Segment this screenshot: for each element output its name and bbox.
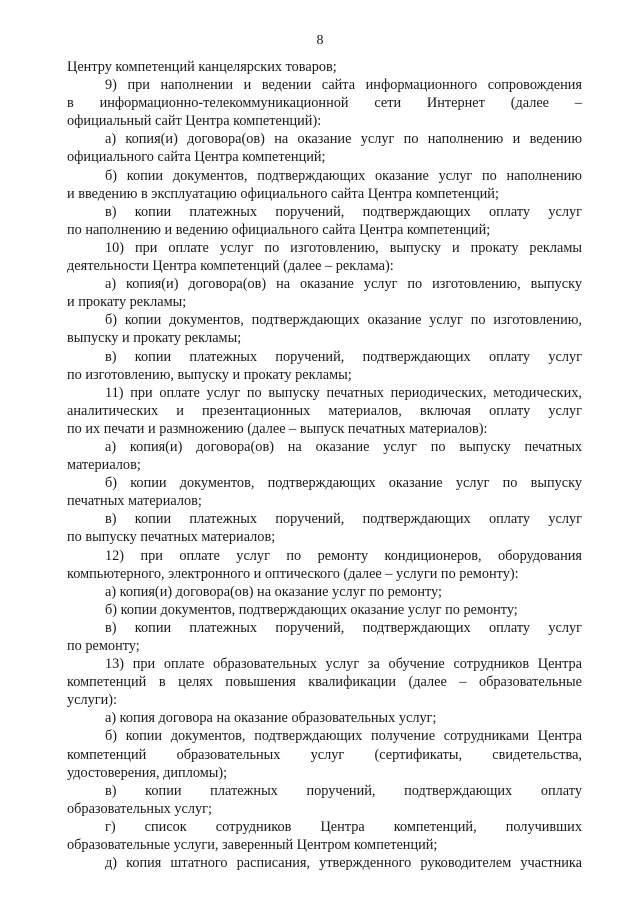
text-line: 13) при оплате образовательных услуг за обучение сотрудников Центра: [105, 656, 582, 673]
text-line: компетенций образовательных услуг (сертификаты, свидетельства,: [67, 746, 582, 763]
text-line: б) копии документов, подтверждающих оказание услуг по выпуску: [105, 475, 582, 492]
text-line: услуги):: [67, 692, 118, 709]
text-line: официального сайта Центра компетенций;: [67, 149, 326, 166]
text-line: и прокату рекламы;: [67, 294, 187, 311]
text-line: в) копии платежных поручений, подтверждающих оплату услуг: [105, 511, 582, 528]
text-line: 10) при оплате услуг по изготовлению, выпуску и прокату рекламы: [105, 239, 582, 256]
text-line: аналитических и презентационных материалов, включая оплату услуг: [67, 402, 582, 419]
text-line: в) копии платежных поручений, подтверждающих оплату услуг: [105, 348, 582, 365]
text-line: по наполнению и ведению официального сайта Центра компетенций;: [67, 221, 491, 238]
text-line: печатных материалов;: [67, 493, 202, 510]
text-line: образовательных услуг;: [67, 800, 213, 817]
text-line: 11) при оплате услуг по выпуску печатных периодических, методических,: [105, 384, 582, 401]
text-line: 12) при оплате услуг по ремонту кондиционеров, оборудования: [105, 547, 582, 564]
text-line: удостоверения, дипломы);: [67, 764, 228, 781]
text-line: а) копия договора на оказание образовательных услуг;: [105, 710, 437, 727]
text-line: в) копии платежных поручений, подтверждающих оплату: [105, 782, 582, 799]
text-line: б) копии документов, подтверждающих оказание услуг по ремонту;: [105, 601, 518, 618]
text-line: материалов;: [67, 457, 141, 474]
text-line: а) копия(и) договора(ов) на оказание услуг по наполнению и ведению: [105, 131, 582, 148]
text-line: выпуску и прокату рекламы;: [67, 330, 242, 347]
document-body: [67, 58, 582, 872]
text-line: а) копия(и) договора(ов) на оказание услуг по ремонту;: [105, 583, 442, 600]
text-line: а) копия(и) договора(ов) на оказание услуг по изготовлению, выпуску: [105, 276, 582, 293]
text-line: б) копии документов, подтверждающих получение сотрудниками Центра: [105, 728, 582, 745]
text-line: и введению в эксплуатацию официального сайта Центра компетенций;: [67, 185, 499, 202]
text-line: официальный сайт Центра компетенций):: [67, 113, 322, 130]
text-line: по ремонту;: [67, 638, 140, 654]
text-line: по изготовлению, выпуску и прокату рекламы;: [67, 366, 352, 383]
text-line: компетенций в целях повышения квалификации (далее – образовательные: [67, 674, 582, 691]
text-line: в) копии платежных поручений, подтверждающих оплату услуг: [105, 203, 582, 220]
text-line: по выпуску печатных материалов;: [67, 529, 276, 546]
text-line: по их печати и размножению (далее – выпуск печатных материалов):: [67, 420, 488, 437]
text-line: 9) при наполнении и ведении сайта информационного сопровождения: [105, 77, 582, 94]
page-number: 8: [316, 33, 324, 48]
text-line: б) копии документов, подтверждающих оказание услуг по изготовлению,: [105, 312, 582, 329]
text-line: в информационно-телекоммуникационной сети Интернет (далее –: [67, 95, 582, 112]
text-line: компьютерного, электронного и оптического (далее – услуги по ремонту):: [67, 565, 519, 582]
text-line: в) копии платежных поручений, подтверждающих оплату услуг: [105, 619, 582, 636]
text-line: образовательные услуги, заверенный Центром компетенций;: [67, 837, 438, 854]
text-line: деятельности Центра компетенций (далее – реклама):: [67, 258, 394, 275]
text-line: а) копия(и) договора(ов) на оказание услуг по выпуску печатных: [105, 438, 582, 455]
text-line: д) копия штатного расписания, утвержденного руководителем участника: [105, 855, 582, 872]
text-line: Центру компетенций канцелярских товаров;: [67, 59, 337, 75]
text-line: б) копии документов, подтверждающих оказание услуг по наполнению: [105, 167, 582, 184]
text-line: г) список сотрудников Центра компетенций, получивших: [105, 818, 582, 835]
